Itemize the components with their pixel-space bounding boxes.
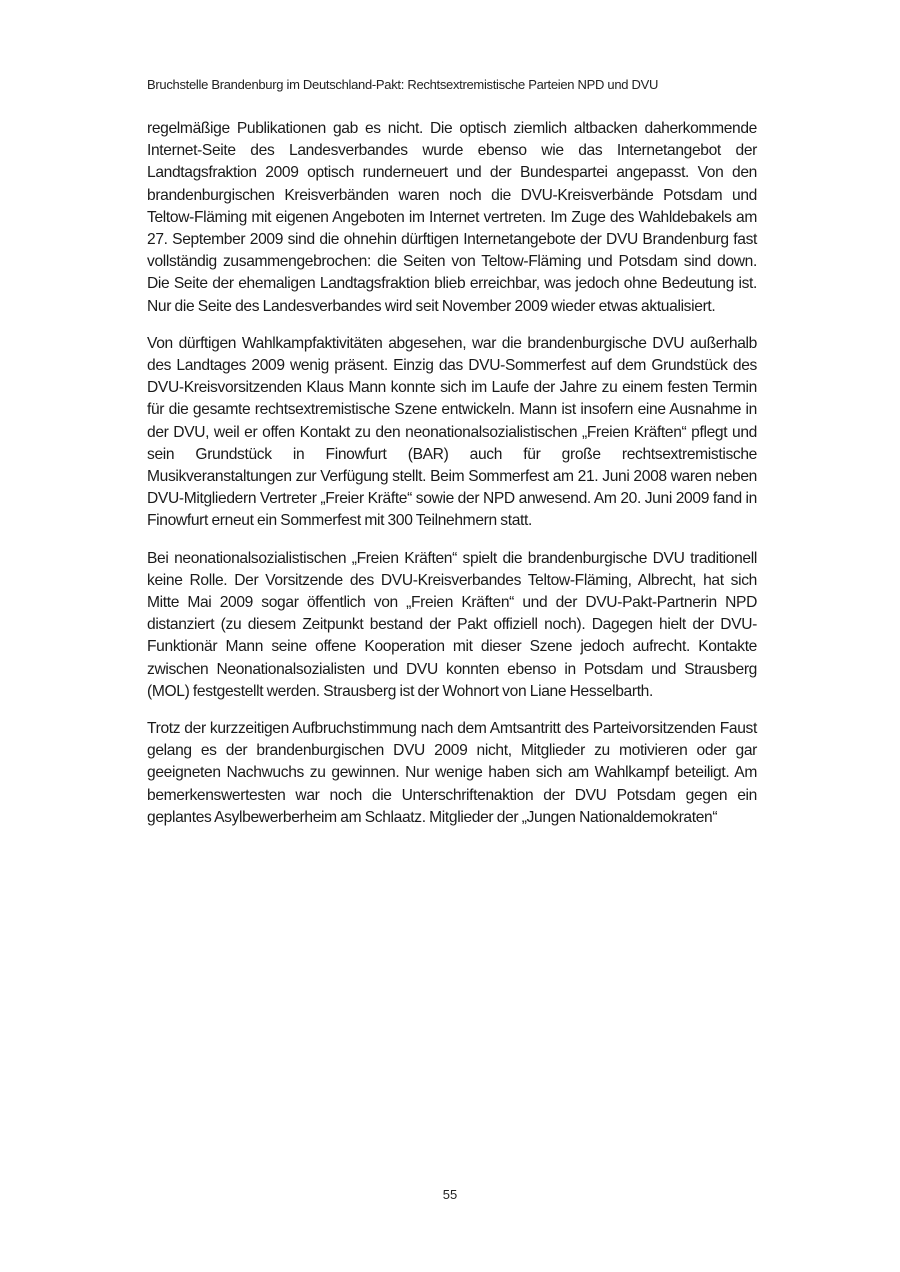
running-header: Bruchstelle Brandenburg im Deutschland-Pakt: Rechtsextremistische Parteien NPD und DVU bbox=[147, 77, 659, 92]
paragraph-summer-festival: Von dürftigen Wahlkampfaktivitäten abgesehen, war die brandenburgische DVU außerhalb des Landtages 2009 wenig präsent. Einzig das DVU-Sommerfest auf dem Grundstück des DVU-Kreisvorsitzenden Klaus Mann konnte sich im Laufe der Jahre zu einem festen Termin für die gesamte rechtsextremistische Szene entwickeln. Mann ist insofern eine Ausnahme in der DVU, weil er offen Kontakt zu den neonationalsozialistischen „Freien Kräften“ pflegt und sein Grundstück in Finowfurt (BAR) auch für große rechtsextremistische Musikveranstaltungen zur Verfügung stellt. Beim Sommerfest am 21. Juni 2008 waren neben DVU-Mitgliedern Vertreter „Freier Kräfte“ sowie der NPD anwesend. Am 20. Juni 2009 fand in Finowfurt erneut ein Sommerfest mit 300 Teilnehmern statt. bbox=[147, 334, 757, 530]
page-number: 55 bbox=[442, 1187, 458, 1202]
paragraph-free-forces: Bei neonationalsozialistischen „Freien Kräften“ spielt die brandenburgische DVU traditionell keine Rolle. Der Vorsitzende des DVU-Kreisverbandes Teltow-Fläming, Albrecht, hat sich Mitte Mai 2009 sogar öffentlich von „Freien Kräften“ und der DVU-Pakt-Partnerin NPD distanziert (zu diesem Zeitpunkt bestand der Pakt offiziell noch). Dagegen hielt der DVU-Funktionär Mann seine offene Kooperation mit dieser Szene jedoch aufrecht. Kontakte zwischen Neonationalsozialisten und DVU konnten ebenso in Potsdam und Strausberg (MOL) festgestellt werden. Strausberg ist der Wohnort von Liane Hesselbarth. bbox=[147, 549, 757, 700]
paragraph-internet-presence: regelmäßige Publikationen gab es nicht. Die optisch ziemlich altbacken daherkommende Internet-Seite des Landesverbandes wurde ebenso wie das Internetangebot der Landtagsfraktion 2009 optisch runderneuert und der Bundespartei angepasst. Von den brandenburgischen Kreisverbänden waren noch die DVU-Kreisverbände Potsdam und Teltow-Fläming mit eigenen Angeboten im Internet vertreten. Im Zuge des Wahldebakels am 27. September 2009 sind die ohnehin dürftigen Internetangebote der DVU Brandenburg fast vollständig zusammengebrochen: die Seiten von Teltow-Fläming und Potsdam sind down. Die Seite der ehemaligen Landtagsfraktion blieb erreichbar, was jedoch ohne Bedeutung ist. Nur die Seite des Landesverbandes wird seit November 2009 wieder etwas aktualisiert. bbox=[147, 120, 757, 315]
body-text bbox=[147, 118, 757, 844]
paragraph-party-members: Trotz der kurzzeitigen Aufbruchstimmung nach dem Amtsantritt des Parteivorsitzenden Faust gelang es der brandenburgischen DVU 2009 nicht, Mitglieder zu motivieren oder gar geeigneten Nachwuchs zu gewinnen. Nur wenige haben sich am Wahlkampf beteiligt. Am bemerkenswertesten war noch die Unterschriftenaktion der DVU Potsdam gegen ein geplantes Asylbewerberheim am Schlaatz. Mitglieder der „Jungen Nationaldemokraten“ bbox=[147, 720, 757, 826]
